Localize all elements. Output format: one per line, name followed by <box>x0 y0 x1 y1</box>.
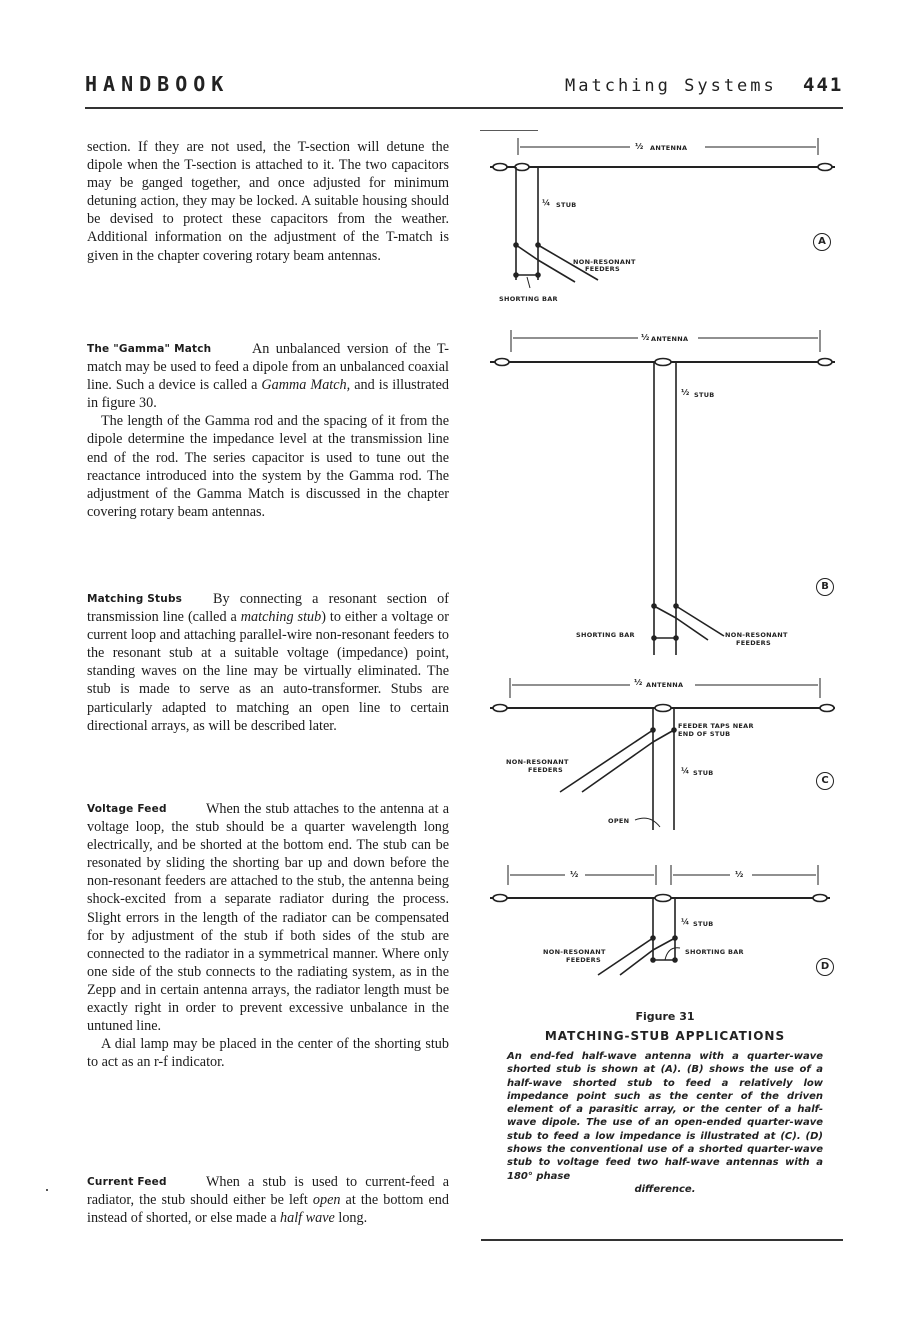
paragraph <box>87 590 449 735</box>
feeders-label-line2: FEEDERS <box>585 265 620 273</box>
shorting-bar-label: SHORTING BAR <box>685 948 744 956</box>
shorting-bar-label: SHORTING BAR <box>499 295 558 303</box>
panel-marker-c: C <box>816 772 834 790</box>
emphasis: matching stub <box>240 609 322 626</box>
text-run: An unbalanced version of the T-match may be used to feed a dipole from an unbalanced coaxial line. Such a device is called a <box>87 341 449 394</box>
feeders-label-line1: NON-RESONANT <box>543 948 606 956</box>
paragraph <box>87 340 449 412</box>
text-run: at the bottom end instead of shorted, or else made a <box>87 1192 449 1227</box>
panel-marker-d: D <box>816 958 834 976</box>
text-run: and is illustrated in figure 30. <box>87 377 449 412</box>
section-heading: Current Feed <box>87 1176 167 1188</box>
fraction-label: ½ <box>635 142 644 151</box>
feeders-label-line1: NON-RESONANT <box>506 758 569 766</box>
emphasis: Gamma Match, <box>261 377 351 394</box>
scan-speck <box>46 1189 48 1191</box>
feeders-label-line2: FEEDERS <box>566 956 601 964</box>
paragraph <box>87 1173 449 1227</box>
figure-number: Figure 31 <box>635 1010 695 1023</box>
text-run: long. <box>334 1210 368 1227</box>
section-heading: The "Gamma" Match <box>87 343 212 355</box>
text-run: When a stub is used to current-feed a radiator, the stub should either be left <box>87 1174 449 1209</box>
shorting-bar-label: SHORTING BAR <box>576 631 635 639</box>
figure-31-diagrams <box>480 130 850 1000</box>
caption-text-last: difference. <box>634 1183 696 1195</box>
fraction-label: ½ <box>681 388 690 397</box>
fraction-label: ¼ <box>681 917 690 926</box>
stub-label: STUB <box>556 201 577 209</box>
fraction-label: ½ <box>634 678 643 687</box>
panel-marker-b: B <box>816 578 834 596</box>
feeders-label-line1: NON-RESONANT <box>573 258 636 266</box>
paragraph <box>87 800 449 1035</box>
fraction-label: ¼ <box>681 766 690 775</box>
header-rule <box>85 107 843 109</box>
feeders-label-line2: FEEDERS <box>528 766 563 774</box>
antenna-label: ANTENNA <box>646 681 684 689</box>
text-run: When the stub attaches to the antenna at a voltage loop, the stub should be a quarter wavelength long electrically, and be shorted at the bottom end. The stub can be resonated by sliding the shorting bar up and down before the non-resonant feeders are attached to the stub, the antenna being shock-excited from a separate radiator during the process. Slight errors in the length of the radiator can be compensated for by adjustment of the stub if both sides of the stub are connected to the radiator in a symmetrical manner. Where only one side of the stub connects to the radiating system, as in the Zepp and in certain antenna arrays, the radiator length must be exactly right in order to prevent excessive unbalance in the untuned line. <box>87 801 449 1035</box>
section-current-feed <box>87 1173 449 1227</box>
running-header-title: HANDBOOK <box>85 72 230 96</box>
section-matching-stubs <box>87 590 449 735</box>
antenna-label: ANTENNA <box>650 144 688 152</box>
stub-label: STUB <box>694 391 715 399</box>
stub-label: STUB <box>693 920 714 928</box>
stub-diagrams-svg <box>480 130 850 1000</box>
antenna-label: ANTENNA <box>651 335 689 343</box>
section-heading: Voltage Feed <box>87 803 167 815</box>
emphasis: open <box>312 1192 341 1209</box>
section-voltage-feed <box>87 800 449 1071</box>
emphasis: half wave <box>280 1210 335 1227</box>
text-run: By connecting a resonant section of transmission line (called a <box>87 591 449 626</box>
paragraph: The length of the Gamma rod and the spacing of it from the dipole determine the impedance level at the transmission line end of the rod. The series capacitor is used to tune out the reactance introduced into the system by the Gamma rod. The adjustment of the Gamma Match is discussed in the chapter covering rotary beam antennas. <box>87 413 449 520</box>
open-label: OPEN <box>608 817 630 825</box>
paragraph: section. If they are not used, the T-section will detune the dipole when the T-section is attached to it. The two capacitors may be ganged together, and once adjusted for minimum detuning action, they may be locked. A suitable housing should be devised to protect these capacitors from the weather. Additional information on the adjustment of the T-match is given in the chapter covering rotary beam antennas. <box>87 139 449 264</box>
feeders-label-line1: NON-RESONANT <box>725 631 788 639</box>
feeders-label-line2: FEEDERS <box>736 639 771 647</box>
fraction-label: ½ <box>735 870 744 879</box>
figure-caption <box>507 1050 823 1196</box>
feeder-taps-label-line2: END OF STUB <box>678 730 731 738</box>
section-heading: Matching Stubs <box>87 593 183 605</box>
fraction-label: ¼ <box>542 198 551 207</box>
page-number: 441 <box>803 74 844 96</box>
stub-label: STUB <box>693 769 714 777</box>
running-header-section: Matching Systems <box>565 76 777 96</box>
fraction-label: ½ <box>570 870 579 879</box>
caption-text: An end-fed half-wave antenna with a quarter-wave shorted stub is shown at (A). (B) shows the use of a half-wave shorted stub to feed a relatively low impedance point such as the center of the driven element of a parasitic array, or the center of a half-wave dipole. The use of an open-ended quarter-wave stub to feed a low impedance is illustrated at (C). (D) shows the conventional use of a shorted quarter-wave stub to voltage feed two half-wave antennas with a 180° phase <box>507 1051 823 1182</box>
paragraph: A dial lamp may be placed in the center of the shorting stub to act as an r-f indicator. <box>87 1036 449 1071</box>
fraction-label: ½ <box>641 333 650 342</box>
section-gamma-match <box>87 340 449 521</box>
panel-marker-a: A <box>813 233 831 251</box>
feeder-taps-label-line1: FEEDER TAPS NEAR <box>678 722 754 730</box>
figure-title: MATCHING-STUB APPLICATIONS <box>544 1029 786 1043</box>
caption-rule <box>481 1239 843 1241</box>
body-paragraph-tmatch <box>87 138 449 265</box>
text-run: ) to either a voltage or current loop and attaching parallel-wire non-resonant feeders to the resonant stub at a suitable voltage (impedance) point, standing waves on the line may be virtually eliminated. The stub is made to serve as an auto-transformer. Stubs are particularly adapted to matching an open line to certain directional arrays, as will be described later. <box>87 609 450 734</box>
